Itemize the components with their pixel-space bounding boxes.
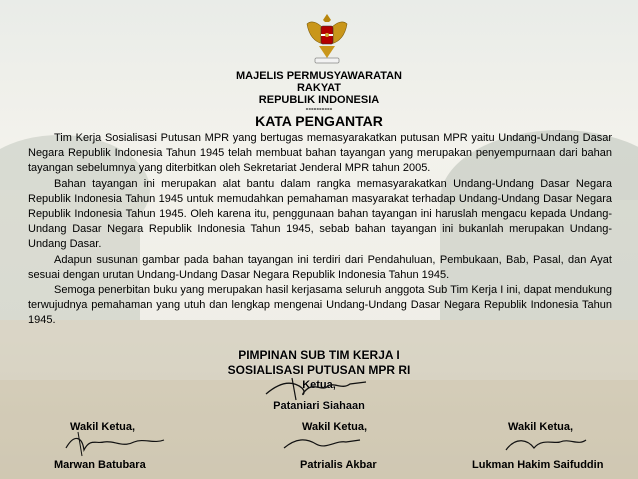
garuda-emblem-icon	[305, 10, 349, 68]
foreword-body	[28, 131, 612, 329]
paragraph: Bahan tayangan ini merupakan alat bantu dalam rangka memasyarakatkan Undang-Undang Dasar Negara Republik Indonesia Tahun 1945 untuk memudahkan pemahaman masyarakat terhadap Undang-Undang Dasar Negara Republik Indonesia Tahun 1945. Oleh karena itu, penggunaan bahan tayangan ini haruslah mengacu kepada Undang-Undang Dasar Negara Republik Indonesia Tahun 1945, sebab bahan tayangan ini bukanlah merupakan Undang-Undang Dasar.	[28, 177, 612, 251]
paragraph: Tim Kerja Sosialisasi Putusan MPR yang bertugas memasyarakatkan putusan MPR yaitu Undang-Undang Dasar Negara Republik Indonesia Tahun 1945 telah membuat bahan tayangan yang merupakan penyempurnaan dari bahan tayangan sebelumnya yang diterbitkan oleh Sekretariat Jenderal MPR tahun 2005.	[28, 132, 612, 175]
vice-chair-right-name: Lukman Hakim Saifuddin	[472, 459, 604, 471]
vice-chair-left-role: Wakil Ketua,	[70, 421, 135, 433]
institution-name-line1: MAJELIS PERMUSYAWARATAN	[235, 70, 403, 82]
chair-role: Ketua,	[302, 379, 336, 391]
vice-chair-right-role: Wakil Ketua,	[508, 421, 573, 433]
vice-chair-left-signature	[60, 428, 170, 458]
chair-name: Pataniari Siahaan	[273, 400, 365, 412]
paragraph: Adapun susunan gambar pada bahan tayangan ini terdiri dari Pendahuluan, Pembukaan, Bab, Pasal, dan Ayat sesuai dengan urutan Undang-Undang Dasar Negara Republik Indonesia Tahun 1945.	[28, 253, 612, 281]
header-divider: ----------	[305, 104, 333, 113]
vice-chair-right-signature	[500, 430, 590, 456]
vice-chair-left-name: Marwan Batubara	[54, 459, 146, 471]
institution-name-line3: REPUBLIK INDONESIA	[258, 94, 380, 106]
paragraph: Semoga penerbitan buku yang merupakan hasil kerjasama seluruh anggota Sub Tim Kerja I ini, dapat mendukung terwujudnya pemahaman yang utuh dan lengkap mengenai Undang-Undang Dasar Negara Republik Indonesia Tahun 1945.	[28, 284, 612, 327]
vice-chair-center-name: Patrialis Akbar	[300, 459, 377, 471]
vice-chair-center-signature	[276, 430, 366, 456]
institution-name-line2: RAKYAT	[296, 82, 341, 94]
page-title: KATA PENGANTAR	[255, 113, 383, 129]
vice-chair-center-role: Wakil Ketua,	[302, 421, 367, 433]
signatory-heading-line2: SOSIALISASI PUTUSAN MPR RI	[227, 363, 411, 377]
signatory-heading-line1: PIMPINAN SUB TIM KERJA I	[238, 348, 400, 362]
